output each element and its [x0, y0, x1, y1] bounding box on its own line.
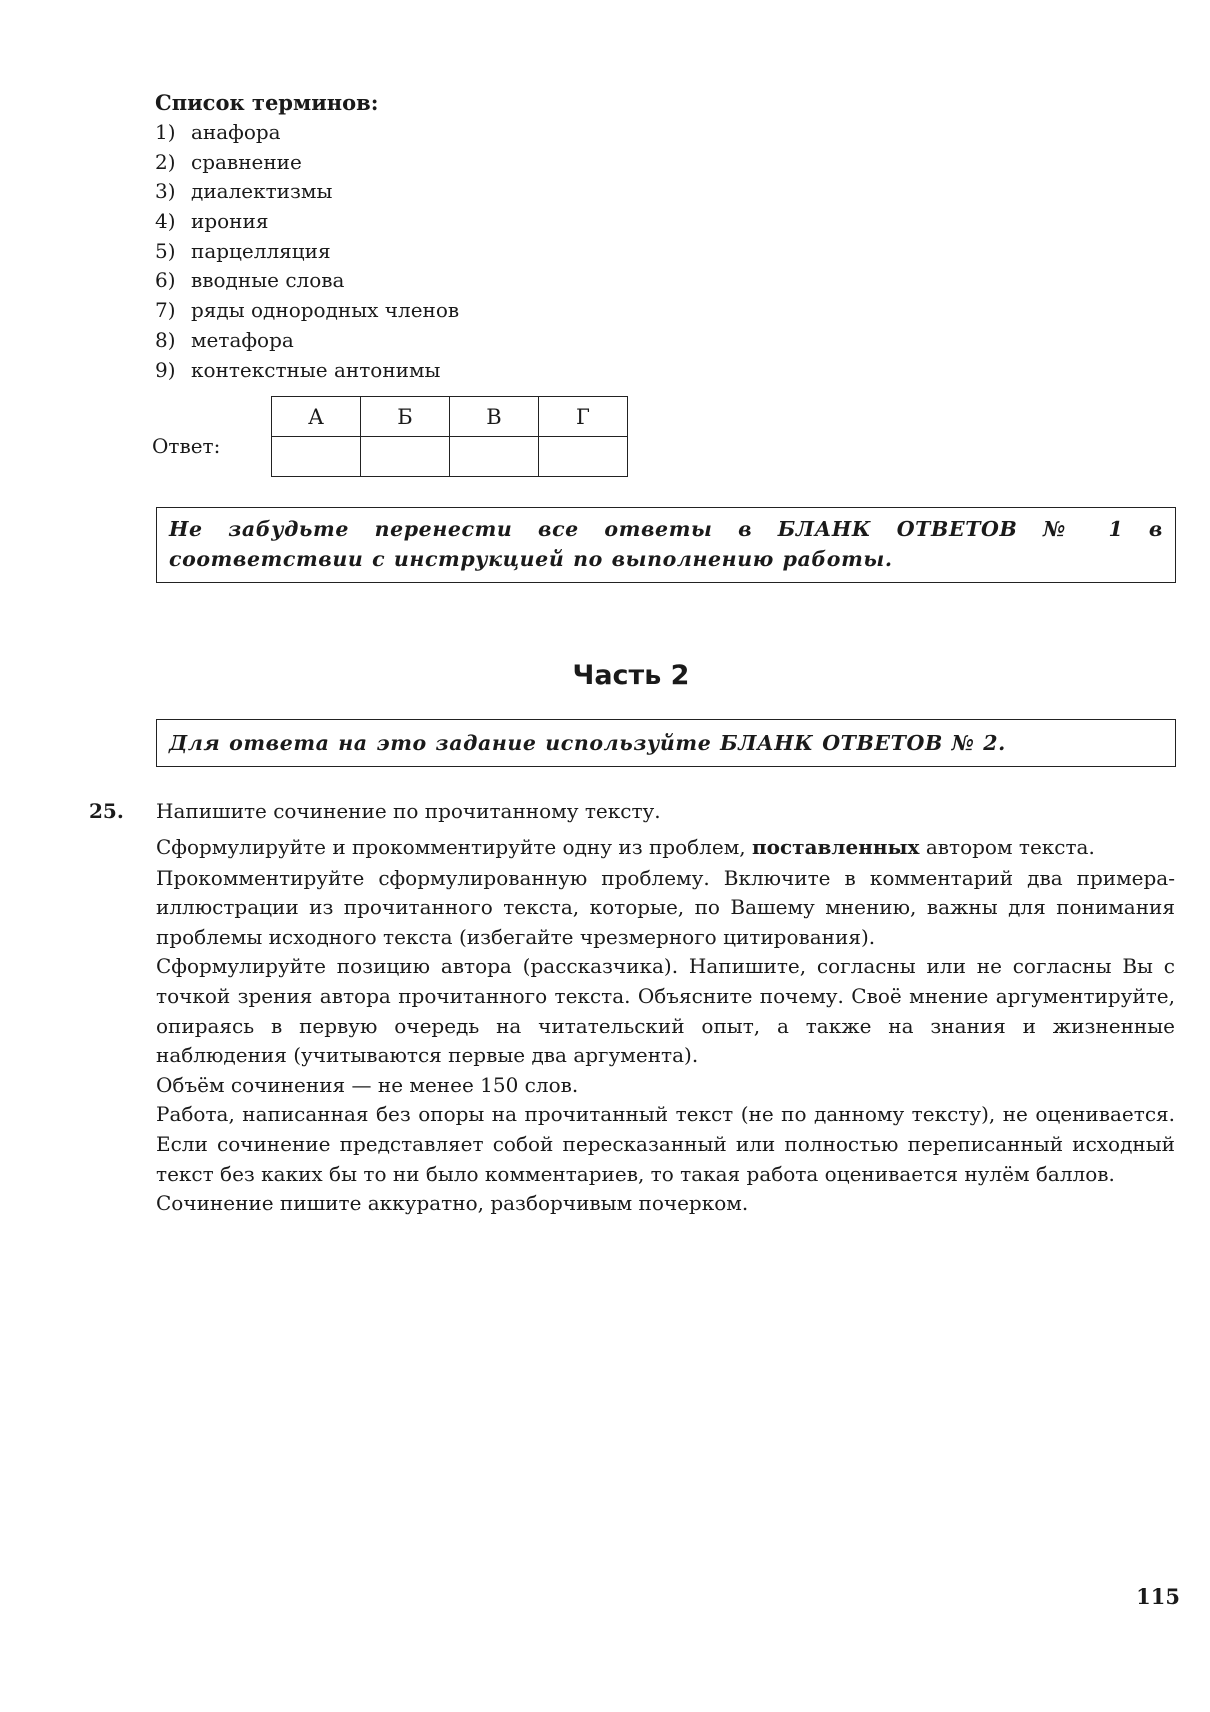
term-label: вводные слова	[191, 268, 345, 293]
list-item	[155, 177, 855, 207]
answer-cell-a[interactable]	[272, 437, 361, 477]
list-item	[155, 148, 855, 178]
term-number: 1)	[155, 120, 176, 144]
answer-label: Ответ:	[152, 434, 221, 458]
task-title: Напишите сочинение по прочитанному тексту.	[156, 799, 661, 823]
list-item	[155, 326, 855, 356]
term-label: метафора	[191, 327, 294, 352]
instruction-paragraph: Объём сочинения — не менее 150 слов.	[156, 1072, 579, 1097]
transfer-answers-notice	[156, 507, 1176, 583]
list-item	[155, 356, 855, 386]
term-number: 6)	[155, 268, 176, 293]
answer-column-a: А	[272, 397, 361, 437]
answer-grid-input-row	[272, 437, 628, 477]
answer-cell-b[interactable]	[361, 437, 450, 477]
term-number: 8)	[155, 327, 176, 352]
list-item	[155, 207, 855, 237]
instruction-paragraph: Прокомментируйте сформулированную проблему. Включите в комментарий два примера-иллюстрации из прочитанного текста, которые, по Вашему мнению, важны для понимания проблемы исходного текста (избегайте чрезмерного цитирования).	[156, 865, 1175, 949]
term-number: 7)	[155, 298, 176, 323]
instruction-paragraph	[156, 833, 1175, 863]
term-label: сравнение	[191, 149, 302, 174]
term-number: 5)	[155, 238, 176, 263]
list-item	[155, 296, 855, 326]
instruction-text: Сформулируйте и прокомментируйте одну из проблем,	[156, 835, 752, 859]
terms-list	[155, 118, 855, 385]
page-number: 115	[1136, 1584, 1180, 1609]
term-number: 3)	[155, 179, 176, 204]
instruction-text: автором текста.	[919, 835, 1095, 859]
answer-column-g: Г	[539, 397, 628, 437]
answer-cell-v[interactable]	[450, 437, 539, 477]
answer-column-b: Б	[361, 397, 450, 437]
term-number: 2)	[155, 149, 176, 174]
term-label: ирония	[191, 209, 269, 234]
instruction-emphasis: поставленных	[752, 835, 920, 859]
list-item	[155, 118, 855, 148]
answer-column-v: В	[450, 397, 539, 437]
task-instructions	[156, 833, 1175, 1219]
answer-cell-g[interactable]	[539, 437, 628, 477]
task-number: 25.	[89, 799, 124, 823]
instruction-paragraph: Работа, написанная без опоры на прочитанный текст (не по данному тексту), не оценивается. Если сочинение представляет собой пересказанный или полностью переписанный исходный текст без каких бы то ни было комментариев, то такая работа оценивается нулём баллов.	[156, 1102, 1175, 1186]
list-item	[155, 237, 855, 267]
notice-text: Для ответа на это задание используйте БЛАНК ОТВЕТОВ № 2.	[169, 731, 1006, 755]
answer-form-notice	[156, 719, 1176, 767]
list-item	[155, 266, 855, 296]
term-label: ряды однородных членов	[191, 298, 460, 323]
notice-text: Не забудьте перенести все ответы в БЛАНК ОТВЕТОВ № 1 в соответствии с инструкцией по выполнению работы.	[169, 517, 1163, 571]
instruction-paragraph: Сочинение пишите аккуратно, разборчивым почерком.	[156, 1191, 749, 1216]
instruction-paragraph: Сформулируйте позицию автора (рассказчика). Напишите, согласны или не согласны Вы с точкой зрения автора прочитанного текста. Объясните почему. Своё мнение аргументируйте, опираясь в первую очередь на читательский опыт, а также на знания и жизненные наблюдения (учитываются первые два аргумента).	[156, 954, 1175, 1068]
term-label: контекстные антонимы	[191, 357, 441, 382]
answer-grid	[271, 396, 628, 477]
term-number: 4)	[155, 209, 176, 234]
term-label: диалектизмы	[191, 179, 333, 204]
answer-grid-header-row	[272, 397, 628, 437]
term-label: анафора	[191, 120, 281, 144]
terms-title: Список терминов:	[155, 90, 379, 115]
terms-section	[155, 88, 855, 385]
part-heading: Часть 2	[572, 660, 690, 691]
term-number: 9)	[155, 357, 176, 382]
term-label: парцелляция	[191, 238, 331, 263]
